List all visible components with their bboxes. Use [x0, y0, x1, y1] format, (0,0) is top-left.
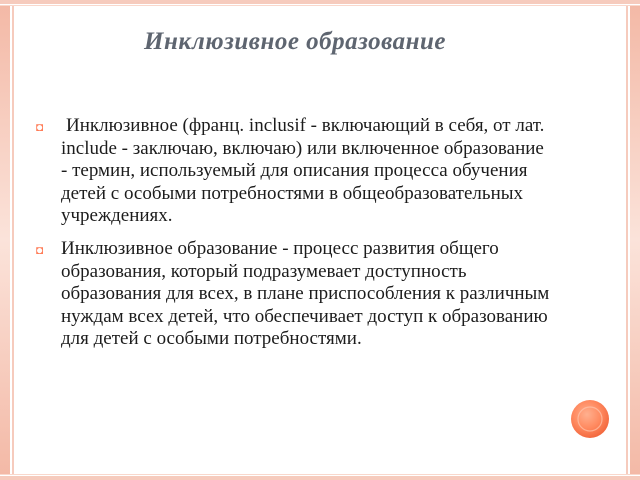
bullet-marker-icon: ◘ [36, 120, 44, 134]
frame-top [0, 0, 640, 4]
slide-title: Инклюзивное образование [144, 28, 446, 55]
bullet-item [32, 238, 552, 351]
bullet-text: Инклюзивное образование - процесс развития общего образования, который подразумевает доступность образования для всех, в плане приспособления к различным нуждам всех детей, что обеспечивает доступ к образованию для детей с особыми потребностями. [61, 237, 550, 350]
bullet-list [32, 115, 552, 361]
orange-circle-icon [570, 399, 610, 439]
frame-left [0, 0, 10, 480]
bullet-marker-icon: ◘ [36, 242, 44, 257]
bullet-text: Инклюзивное (франц. inclusif - включающий в себя, от лат. include - заключаю, включаю) или включенное образование - термин, используемый для описания процесса обучения детей с особыми потребностями в общеобразовательных учреждениях. [61, 115, 545, 227]
frame-bottom [0, 476, 640, 480]
bullet-item [32, 115, 552, 228]
frame-right [630, 0, 640, 480]
